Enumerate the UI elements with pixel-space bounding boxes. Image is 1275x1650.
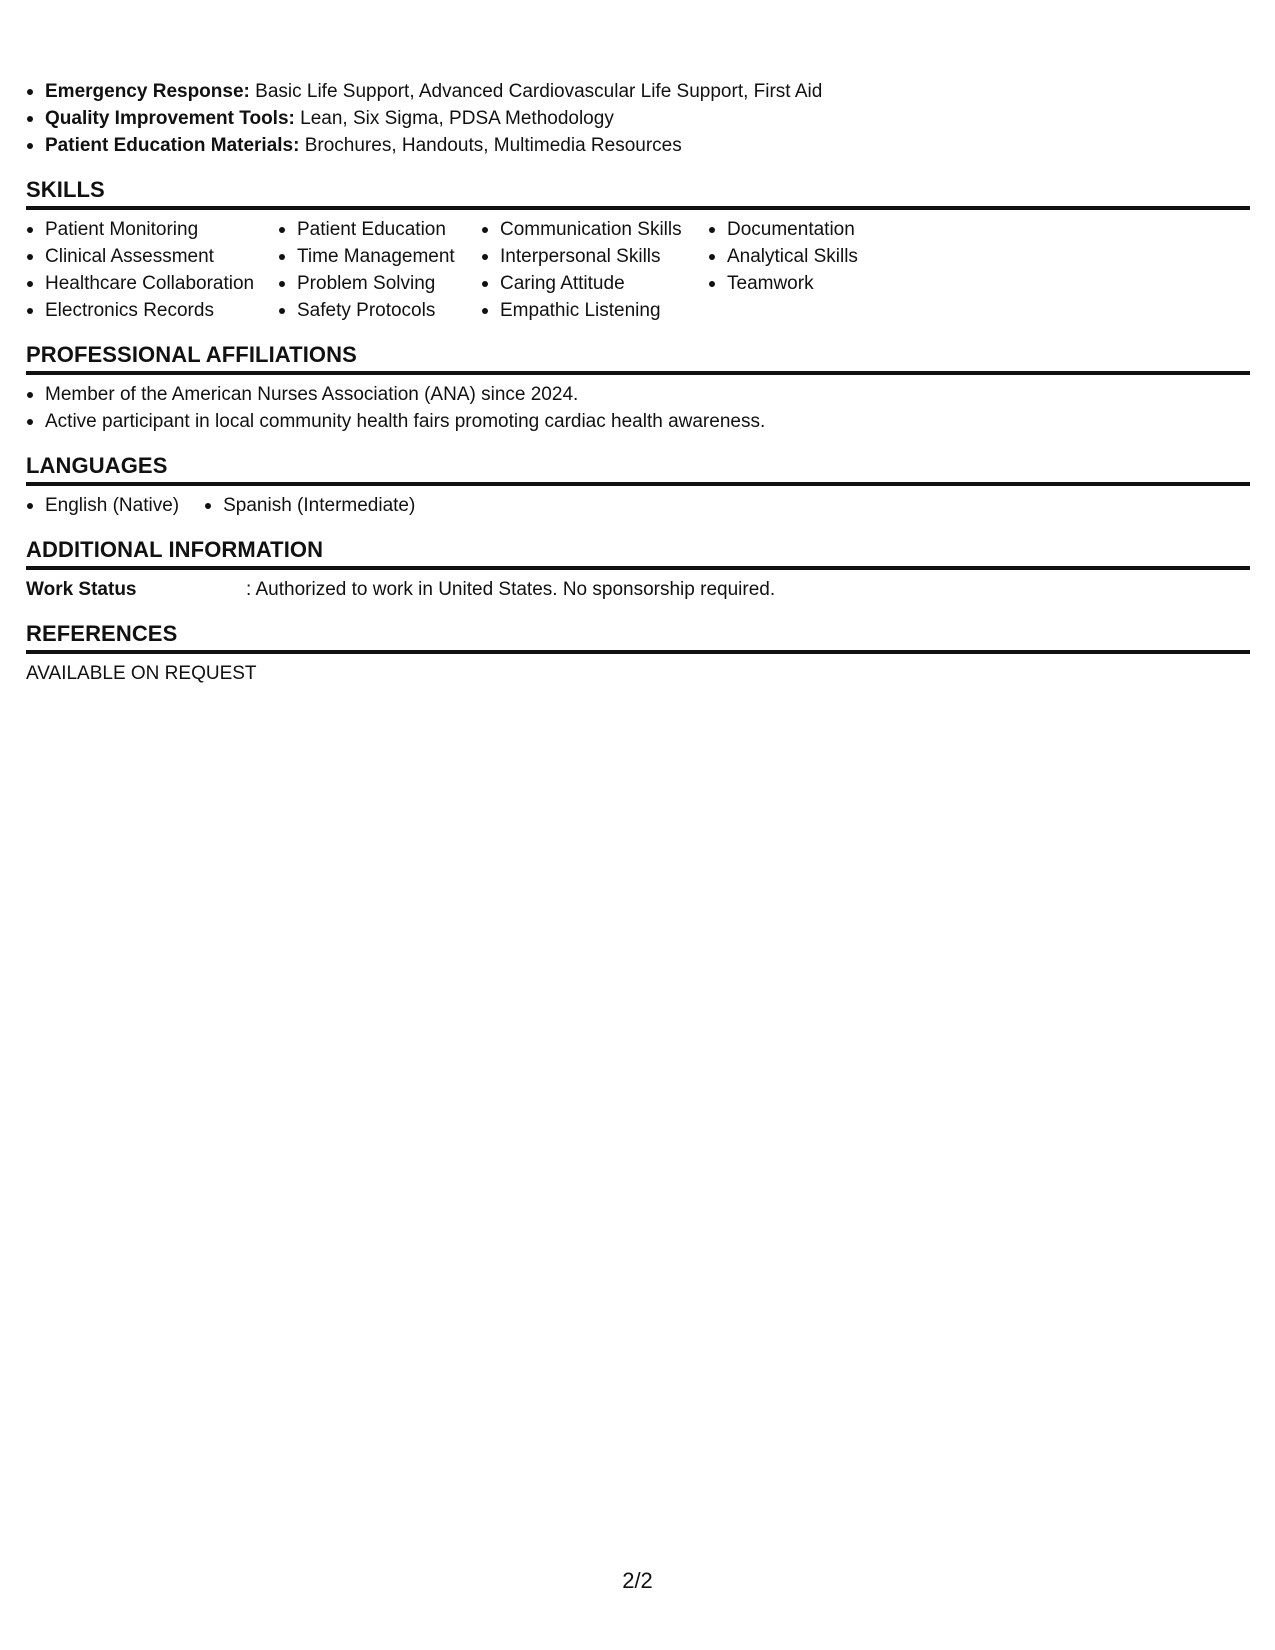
tool-label: Quality Improvement Tools: (45, 108, 295, 129)
affiliation-item: Active participant in local community health fairs promoting cardiac health awareness. (26, 408, 1250, 435)
skill-item: Communication Skills (481, 216, 708, 243)
skill-item: Empathic Listening (481, 297, 708, 324)
tool-value: Lean, Six Sigma, PDSA Methodology (300, 108, 614, 129)
list-item (26, 132, 1250, 159)
skill-item: Teamwork (708, 270, 908, 297)
list-item (26, 78, 1250, 105)
tool-label: Patient Education Materials: (45, 135, 300, 156)
work-status-row (26, 576, 1250, 603)
skills-grid (26, 216, 1250, 324)
affiliation-item: Member of the American Nurses Association (ANA) since 2024. (26, 381, 1250, 408)
skill-item: Interpersonal Skills (481, 243, 708, 270)
skills-column (278, 216, 481, 324)
affiliations-list (26, 381, 1250, 435)
work-status-value: : Authorized to work in United States. No sponsorship required. (246, 579, 776, 600)
skill-item: Patient Monitoring (26, 216, 278, 243)
references-heading: REFERENCES (26, 621, 1250, 654)
tools-list (26, 78, 1250, 159)
languages-list (26, 492, 1250, 519)
language-item: English (Native) (26, 492, 179, 519)
resume-page (26, 78, 1250, 687)
work-status-label: Work Status (26, 579, 137, 600)
skill-item: Caring Attitude (481, 270, 708, 297)
tool-value: Basic Life Support, Advanced Cardiovascular Life Support, First Aid (255, 81, 823, 102)
page-number: 2/2 (622, 1568, 653, 1593)
languages-heading: LANGUAGES (26, 453, 1250, 486)
skill-item: Clinical Assessment (26, 243, 278, 270)
list-item (26, 105, 1250, 132)
skill-item: Safety Protocols (278, 297, 481, 324)
skill-item: Problem Solving (278, 270, 481, 297)
skills-column (481, 216, 708, 324)
skill-item: Patient Education (278, 216, 481, 243)
tool-value: Brochures, Handouts, Multimedia Resources (304, 135, 682, 156)
skills-column (708, 216, 908, 324)
language-item: Spanish (Intermediate) (204, 492, 415, 519)
tool-label: Emergency Response: (45, 81, 250, 102)
additional-info-heading: ADDITIONAL INFORMATION (26, 537, 1250, 570)
skills-heading: SKILLS (26, 177, 1250, 210)
skill-item: Healthcare Collaboration (26, 270, 278, 297)
affiliations-heading: PROFESSIONAL AFFILIATIONS (26, 342, 1250, 375)
skill-item: Time Management (278, 243, 481, 270)
skill-item: Analytical Skills (708, 243, 908, 270)
skills-column (26, 216, 278, 324)
skill-item: Documentation (708, 216, 908, 243)
references-text: AVAILABLE ON REQUEST (26, 663, 257, 684)
skill-item: Electronics Records (26, 297, 278, 324)
